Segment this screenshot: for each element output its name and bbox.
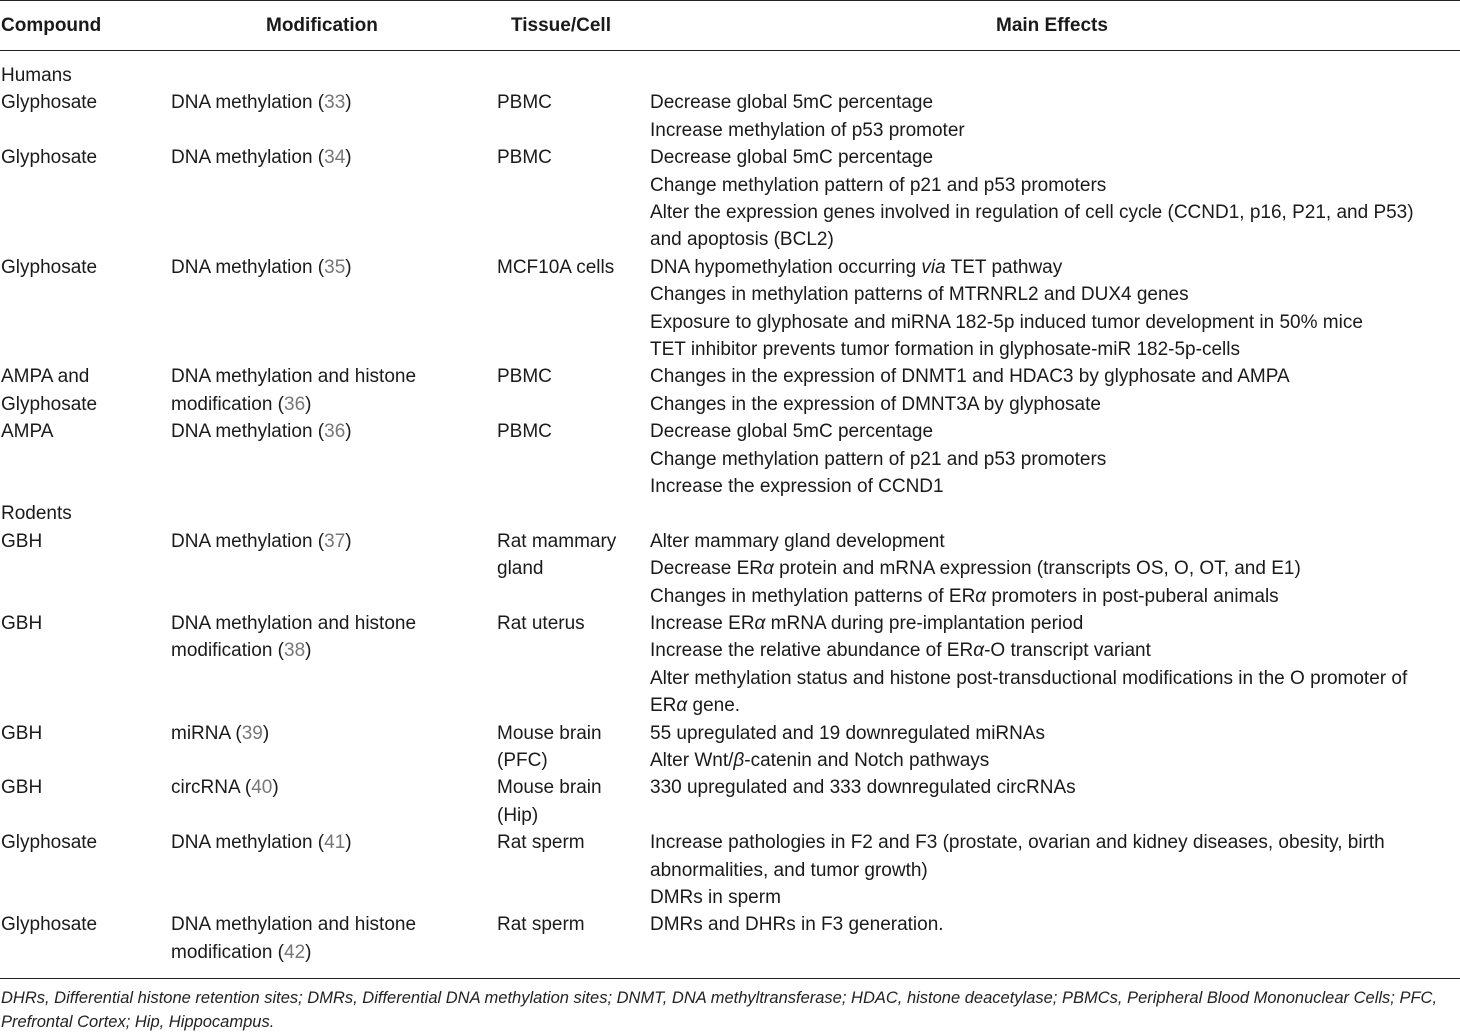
table-row: [0, 117, 1460, 144]
compound-cell: Glyphosate: [1, 147, 98, 169]
table-row: [0, 747, 1460, 774]
tissue-cell: PBMC: [497, 366, 552, 388]
compound-cell: Glyphosate: [1, 256, 98, 278]
table-row: [0, 254, 1460, 281]
table-row: [0, 144, 1460, 171]
table-row: [0, 829, 1460, 856]
modification-cell: DNA methylation (37): [171, 530, 352, 552]
table-row: [0, 281, 1460, 308]
modification-cell: DNA methylation (36): [171, 421, 352, 443]
table-row: [0, 939, 1460, 966]
effect-cell: Increase the relative abundance of ERα-O transcript variant: [650, 640, 1151, 662]
table-bottom-rule: [0, 978, 1460, 979]
table-row: [0, 446, 1460, 473]
header-main-effects: Main Effects: [996, 15, 1108, 36]
tissue-cell: Rat sperm: [497, 914, 585, 936]
tissue-cell: MCF10A cells: [497, 256, 615, 278]
table-row: [0, 172, 1460, 199]
tissue-cell: PBMC: [497, 92, 552, 114]
effect-cell: Increase ERα mRNA during pre-implantation period: [650, 613, 1084, 634]
table-row: [0, 62, 1460, 89]
modification-cell: DNA methylation and histone: [171, 613, 417, 634]
compound-cell: GBH: [1, 777, 43, 799]
reference-link: 36: [324, 421, 346, 443]
reference-link: 38: [284, 640, 306, 662]
effect-cell: Changes in the expression of DNMT1 and HDAC3 by glyphosate and AMPA: [650, 366, 1290, 388]
header-modification: Modification: [266, 15, 378, 36]
table-row: [0, 637, 1460, 664]
effect-cell: DMRs in sperm: [650, 887, 781, 908]
table-row: [0, 418, 1460, 445]
tissue-cell: PBMC: [497, 421, 552, 443]
effect-cell: Increase the expression of CCND1: [650, 476, 944, 497]
effect-cell: Exposure to glyphosate and miRNA 182-5p induced tumor development in 50% mice: [650, 311, 1363, 333]
effect-cell: TET inhibitor prevents tumor formation in glyphosate-miR 182-5p-cells: [650, 339, 1240, 360]
reference-link: 41: [324, 832, 346, 854]
compound-cell: Glyphosate: [1, 393, 98, 415]
header-tissue-cell: Tissue/Cell: [511, 15, 611, 36]
table-row: [0, 802, 1460, 829]
effect-cell: Change methylation pattern of p21 and p53 promoters: [650, 448, 1107, 470]
reference-link: 35: [324, 256, 346, 278]
table-row: [0, 199, 1460, 226]
compound-cell: Glyphosate: [1, 832, 98, 854]
reference-link: 39: [241, 722, 263, 744]
tissue-cell: Mouse brain: [497, 722, 602, 744]
tissue-cell: (Hip): [497, 804, 539, 826]
table-row: [0, 391, 1460, 418]
tissue-cell: Rat sperm: [497, 832, 585, 854]
table-row: [0, 857, 1460, 884]
modification-cell: DNA methylation and histone: [171, 366, 417, 388]
modification-cell: DNA methylation and histone: [171, 914, 417, 936]
table-row: [0, 500, 1460, 527]
table-row: [0, 309, 1460, 336]
compound-cell: GBH: [1, 722, 43, 744]
effect-cell: Increase methylation of p53 promoter: [650, 119, 965, 141]
effect-cell: Changes in methylation patterns of MTRNRL2 and DUX4 genes: [650, 284, 1189, 306]
table-row: [0, 363, 1460, 390]
table-row: [0, 226, 1460, 253]
table-row: [0, 692, 1460, 719]
reference-link: 42: [284, 941, 306, 963]
effect-cell: Decrease global 5mC percentage: [650, 421, 934, 443]
compound-cell: Glyphosate: [1, 92, 98, 114]
effect-cell: Alter the expression genes involved in regulation of cell cycle (CCND1, p16, P21, and P53): [650, 202, 1414, 223]
modification-cell: DNA methylation (35): [171, 256, 352, 278]
table-row: [0, 774, 1460, 801]
effect-cell: DNA hypomethylation occurring via TET pathway: [650, 256, 1063, 278]
modification-cell: circRNA (40): [171, 777, 279, 799]
table-row: [0, 884, 1460, 911]
footnote: DHRs, Differential histone retention sites; DMRs, Differential DNA methylation sites; DNMT, DNA methyltransferase; HDAC, histone deacetylase; PBMCs, Peripheral Blood Mononuclear Cells; PFC, Prefrontal Cortex; Hip, Hippocampus.: [1, 989, 1438, 1031]
header-compound: Compound: [1, 15, 102, 36]
reference-link: 40: [251, 777, 273, 799]
modification-cell: modification (36): [171, 393, 312, 415]
effect-cell: Decrease ERα protein and mRNA expression (transcripts OS, O, OT, and E1): [650, 558, 1301, 580]
compound-cell: Glyphosate: [1, 914, 98, 936]
tissue-cell: gland: [497, 558, 544, 580]
modification-cell: modification (38): [171, 640, 312, 662]
effect-cell: and apoptosis (BCL2): [650, 229, 834, 251]
effect-cell: Alter methylation status and histone post-transductional modifications in the O promoter of: [650, 667, 1408, 689]
section-label: Rodents: [1, 503, 72, 525]
table-top-rule: [0, 0, 1460, 1]
tissue-cell: Rat mammary: [497, 530, 617, 552]
effect-cell: Changes in methylation patterns of ERα promoters in post-puberal animals: [650, 585, 1279, 607]
reference-link: 33: [324, 92, 346, 114]
effect-cell: Alter Wnt/β-catenin and Notch pathways: [650, 750, 990, 771]
compound-cell: GBH: [1, 613, 43, 634]
effect-cell: 55 upregulated and 19 downregulated miRNAs: [650, 722, 1046, 744]
effect-cell: Change methylation pattern of p21 and p53 promoters: [650, 174, 1107, 196]
effect-cell: DMRs and DHRs in F3 generation.: [650, 914, 944, 936]
effect-cell: Alter mammary gland development: [650, 530, 945, 552]
effect-cell: Decrease global 5mC percentage: [650, 92, 934, 114]
table-row: [0, 610, 1460, 637]
compound-cell: AMPA and: [1, 366, 90, 388]
reference-link: 37: [324, 530, 346, 552]
compound-cell: GBH: [1, 530, 43, 552]
tissue-cell: (PFC): [497, 750, 548, 771]
tissue-cell: PBMC: [497, 147, 552, 169]
effect-cell: Decrease global 5mC percentage: [650, 147, 934, 169]
table-row: [0, 555, 1460, 582]
table-row: [0, 583, 1460, 610]
modification-cell: modification (42): [171, 941, 312, 963]
effect-cell: Increase pathologies in F2 and F3 (prostate, ovarian and kidney diseases, obesity, birth: [650, 832, 1385, 854]
effect-cell: Changes in the expression of DMNT3A by glyphosate: [650, 393, 1101, 415]
compound-cell: AMPA: [1, 421, 54, 443]
table-row: [0, 473, 1460, 500]
table-row: [0, 528, 1460, 555]
modification-cell: DNA methylation (33): [171, 92, 352, 114]
table-row: [0, 89, 1460, 116]
modification-cell: miRNA (39): [171, 722, 270, 744]
effect-cell: 330 upregulated and 333 downregulated circRNAs: [650, 777, 1076, 799]
effect-cell: ERα gene.: [650, 695, 741, 717]
modification-cell: DNA methylation (34): [171, 147, 352, 169]
effect-cell: abnormalities, and tumor growth): [650, 859, 928, 881]
tissue-cell: Rat uterus: [497, 613, 585, 634]
table-row: [0, 911, 1460, 938]
reference-link: 36: [284, 393, 306, 415]
reference-link: 34: [324, 147, 346, 169]
section-label: Humans: [1, 65, 72, 86]
tissue-cell: Mouse brain: [497, 777, 602, 799]
table-row: [0, 720, 1460, 747]
table-row: [0, 665, 1460, 692]
table-row: [0, 336, 1460, 363]
header-rule: [0, 50, 1460, 51]
modification-cell: DNA methylation (41): [171, 832, 352, 854]
